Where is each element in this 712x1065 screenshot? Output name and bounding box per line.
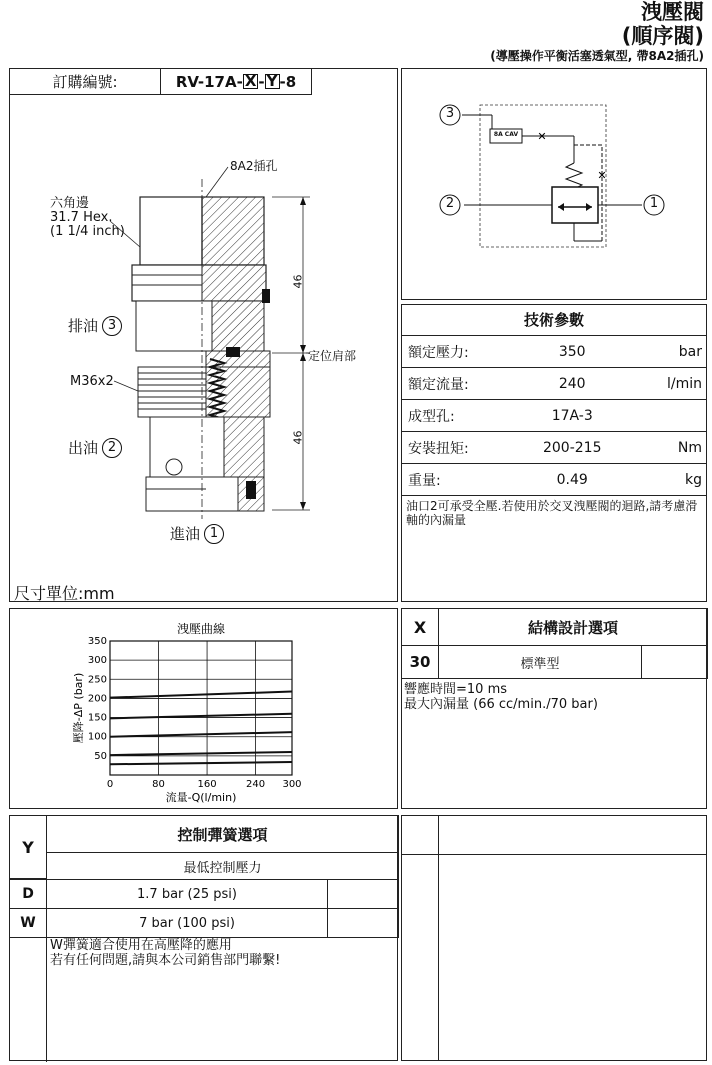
spec-unit: l/min [627, 368, 706, 400]
hydraulic-symbol [402, 69, 706, 299]
inlet-port-label [170, 523, 224, 544]
y-row-code: W [9, 908, 47, 938]
chart-title: 洩壓曲線 [176, 622, 226, 636]
x-row-code: 30 [401, 645, 439, 679]
hex-label: 六角邊 [50, 196, 90, 211]
o-ring-lower [246, 481, 256, 499]
drain-port-label [68, 315, 122, 336]
x-row-label: 標準型 [438, 645, 642, 679]
drain-label: 排油 [68, 317, 99, 335]
spec-label: 安裝扭矩: [402, 432, 518, 464]
schematic-panel [401, 68, 707, 300]
y-row-value: 7 bar (100 psi) [46, 908, 328, 938]
spec-row [402, 368, 706, 400]
y-tick-label: 300 [87, 655, 107, 667]
y-note-1: W彈簧適合使用在高壓降的應用 [50, 938, 232, 953]
x-tick-label: 240 [246, 779, 266, 790]
order-code-y: Y [266, 72, 278, 90]
y-tick-label: 100 [87, 731, 107, 743]
hex-callout [50, 197, 125, 239]
spec-label: 成型孔: [402, 400, 518, 432]
order-code-x: X [244, 72, 257, 90]
spec-unit: bar [627, 336, 706, 368]
x-code-header: X [401, 608, 439, 646]
y-row-value: 1.7 bar (25 psi) [46, 879, 328, 909]
schematic-port-1: 1 [649, 196, 659, 211]
schematic-port-3: 3 [445, 106, 455, 121]
page-title: 洩壓閥 [641, 0, 704, 24]
hex-size: 31.7 Hex. [50, 210, 113, 225]
hex-inch: (1 1/4 inch) [50, 224, 125, 239]
series-line [110, 732, 292, 737]
y-notes [50, 938, 280, 968]
spec-value: 350 [518, 336, 627, 368]
y-code-header: Y [9, 815, 47, 879]
dim-top: 46 [291, 274, 305, 289]
spec-unit: kg [627, 464, 706, 496]
spec-value: 0.49 [518, 464, 627, 496]
order-code-prefix: RV-17A- [175, 72, 243, 91]
y-title: 控制彈簧選項 [46, 815, 399, 853]
shoulder-label: 定位肩部 [308, 349, 357, 363]
y-options-panel [9, 815, 398, 1061]
thread-label: M36x2 [70, 374, 114, 389]
series-line [110, 692, 292, 698]
inlet-label: 進油 [170, 525, 201, 543]
spec-unit [627, 400, 706, 432]
y-axis-label: 壓降-ΔP (bar) [72, 672, 85, 744]
x-row-empty [641, 645, 708, 679]
o-ring-upper [262, 289, 270, 303]
outlet-label: 出油 [68, 439, 99, 457]
chart-panel [9, 608, 398, 809]
svg-text:✕: ✕ [597, 169, 607, 182]
series-line [110, 762, 292, 764]
order-code-sep: - [258, 72, 265, 91]
spec-row [402, 336, 706, 368]
x-tick-label: 80 [152, 779, 165, 790]
y-tick-label: 150 [87, 712, 107, 724]
x-tick-label: 160 [197, 779, 217, 790]
order-label: 訂購編號: [9, 68, 161, 95]
outlet-num: 2 [102, 438, 122, 458]
page-description: (導壓操作平衡活塞透氣型, 帶8A2插孔) [490, 49, 704, 63]
x-note-1: 響應時間=10 ms [404, 682, 508, 697]
header [490, 0, 704, 64]
pressure-chart [10, 609, 397, 808]
spec-row [402, 400, 706, 432]
specs-note: 油口2可承受全壓.若使用於交叉洩壓閥的迴路,請考慮滑軸的內漏量 [406, 499, 698, 527]
specs-title: 技術參數 [402, 305, 706, 336]
schematic-port-2: 2 [445, 196, 455, 211]
empty-panel [401, 815, 707, 1061]
specs-table [402, 336, 706, 496]
y-row-empty [327, 908, 399, 938]
port-8a2-label: 8A2插孔 [230, 159, 278, 173]
spec-unit: Nm [627, 432, 706, 464]
spec-label: 額定壓力: [402, 336, 518, 368]
drain-num: 3 [102, 316, 122, 336]
spec-label: 額定流量: [402, 368, 518, 400]
schematic-cav-label: 8A CAV [493, 131, 519, 138]
y-divider [46, 936, 47, 1062]
y-row-code: D [9, 879, 47, 909]
svg-text:✕: ✕ [537, 130, 547, 143]
hex-section [202, 197, 264, 265]
series-line [110, 752, 292, 755]
order-code-suffix: -8 [279, 72, 297, 91]
y-note-2: 若有任何問題,請與本公司銷售部門聯繫! [50, 953, 281, 968]
spec-label: 重量: [402, 464, 518, 496]
dim-bottom: 46 [291, 430, 305, 445]
x-title: 結構設計選項 [438, 608, 708, 646]
unit-label: 尺寸單位:mm [14, 584, 115, 603]
x-note-2: 最大內漏量 (66 cc/min./70 bar) [404, 697, 598, 712]
y-tick-label: 250 [87, 674, 107, 686]
inlet-num: 1 [204, 524, 224, 544]
outlet-port-label [68, 437, 122, 458]
y-tick-label: 200 [87, 693, 107, 705]
spec-value: 17A-3 [518, 400, 627, 432]
hex-left-face [140, 197, 202, 265]
x-tick-label: 300 [282, 779, 302, 790]
spec-value: 240 [518, 368, 627, 400]
y-subheader: 最低控制壓力 [46, 852, 399, 880]
y-tick-label: 50 [94, 750, 107, 762]
x-tick-label: 0 [106, 779, 114, 790]
page-subtitle: (順序閥) [621, 24, 704, 48]
y-row-empty [327, 879, 399, 909]
y-tick-label: 350 [87, 636, 107, 647]
spec-value: 200-215 [518, 432, 627, 464]
x-notes [404, 682, 598, 712]
x-axis-label: 流量-Q(l/min) [165, 791, 237, 804]
spec-row [402, 464, 706, 496]
specs-panel [401, 304, 707, 602]
spec-row [402, 432, 706, 464]
drawing-panel [9, 68, 398, 602]
x-options-panel [401, 608, 707, 809]
